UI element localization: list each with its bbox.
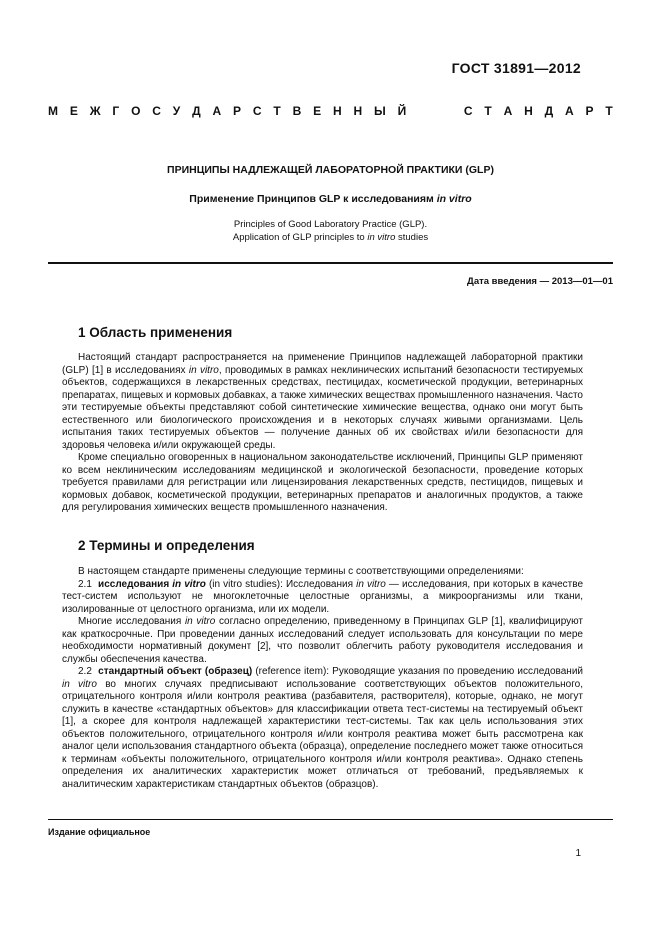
interstate-word-1-letter-16: Ы [373,104,386,118]
term-2-1-english: (in vitro studies): Исследования [208,578,354,590]
interstate-word-1-letter-11: Т [273,104,281,118]
interstate-standard-heading [48,104,613,118]
interstate-word-1-letter-7: Д [192,104,201,118]
section-1-heading: 1 Область применения [78,325,233,340]
interstate-word-1-letter-12: В [292,104,302,118]
term-2-2-italic: in vitro [62,678,97,690]
document-subtitle-ru [0,193,661,205]
s1p1-a: Настоящий стандарт распространяется на применение Принципов надлежащей лабораторной практики (GLP) [1] в исследованиях [62,352,583,376]
interstate-word-2-letter-0: С [463,104,473,118]
edition-note: Издание официальное [48,827,151,837]
subtitle-ru-italic: in vitro [436,193,472,205]
interstate-word-1-letter-17: Й [397,104,407,118]
interstate-word-1-letter-8: А [212,104,222,118]
interstate-word-2-letter-4: Д [544,104,554,118]
s2p3-b: согласно определению, приведенному в Принципах GLP [1], квалифицируют как краткосрочные. При проведении данных исследований следует использовать для консультации по мере необходимости нормативный документ [2], что позволит облегчить работу руководителя исследования и службы обеспечения качества. [62,616,584,665]
interstate-word-2-letter-5: А [565,104,574,118]
interstate-word-1-letter-2: Ж [89,104,101,118]
term-2-2-number: 2.2 [78,666,92,677]
section-2-paragraph-1: В настоящем стандарте применены следующие термины с соответствующими определениями: [78,566,524,577]
s2p3-a: Многие исследования [78,616,182,627]
s1p1-italic: in vitro [188,364,219,376]
subtitle-en-text: Application of GLP principles to [232,232,365,243]
term-2-1-term [98,579,206,590]
term-2-1-italic: in vitro [356,578,386,590]
document-title-en: Principles of Good Laboratory Practice (GLP). [233,219,428,230]
document-subtitle-en [0,232,661,243]
term-2-1-term-text: исследования [98,578,170,590]
interstate-word-1-letter-3: Г [112,104,120,118]
interstate-word-1-letter-15: Н [353,104,363,118]
interstate-word-2-letter-1: Т [484,104,492,118]
document-title-ru: ПРИНЦИПЫ НАДЛЕЖАЩЕЙ ЛАБОРАТОРНОЙ ПРАКТИКИ (GLP) [167,164,494,176]
interstate-word-1-letter-0: М [48,104,58,118]
subtitle-en-italic: in vitro [367,232,396,243]
term-2-2-a: (reference item): Руководящие указания по проведению исследований [255,666,583,677]
subtitle-ru-text: Применение Принципов GLP к исследованиям [189,193,434,205]
section-1-paragraph-1 [62,352,583,452]
interstate-word-1-letter-1: Е [69,104,78,118]
page-number: 1 [575,848,581,859]
term-2-1-number: 2.1 [78,578,92,590]
interstate-word-1-letter-14: Н [332,104,342,118]
section-2-paragraph-3 [62,616,583,666]
interstate-word-1-letter-10: С [252,104,262,118]
interstate-word-1-letter-5: С [152,104,161,118]
term-2-2 [62,666,583,791]
interstate-word-2-letter-7: Т [605,104,613,118]
term-2-2-definition: во многих случаях предписывают использование соответствующих объектов положительного, отрицательного контроля и/или контроля реактива (разбавителя, растворителя), которые, однако, не могут служить в качестве «стандартных объектов» для классификации ответа тест-системы на тестируемый объект [1], а скорее для контроля надлежащей характеристики тест-системы. Так как цель использования этих объектов положительного, отрицательного контроля и/или контроля реактива может быть рассмотрена как аналог цели использования стандартного объекта (образца), определение последнего может также относиться к терминам «объекты положительного, отрицательного контроля и/или контроля реактива». Однако степень определения их аналитических характеристик может отличаться от требований, предъявляемых к аналитическим характеристикам стандартных объектов (образцов). [62,678,584,790]
s2p3-italic: in vitro [184,616,216,627]
term-2-2-term: стандартный объект (образец) [98,666,253,677]
section-2-body [62,566,583,791]
interstate-word-1-letter-6: У [172,104,181,118]
section-2-heading: 2 Термины и определения [78,538,255,553]
footer-divider [48,819,613,820]
interstate-word-gap [418,104,452,118]
section-1-body [62,352,583,515]
interstate-word-2-letter-3: Н [524,104,533,118]
header-divider [48,262,613,264]
interstate-word-1-letter-9: Р [233,104,242,118]
s1p1-b: , проводимых в рамках неклинических испытаний безопасности тестируемых объектов, содержащихся в лекарственных средствах, пестицидах, косметической продукции, ветеринарных препаратах, пищевых и кормовых добавках, а также химических веществах промышленного назначения. Часто эти тестируемые объекты представляют собой синтетические химические вещества, однако они могут быть естественного или биологического происхождения и в некоторых случаях живыми организмами. Цель испытания таких тестируемых объектов — получение данных об их свойствах и/или безопасности для здоровья человека и/или окружающей среды. [62,364,584,451]
section-1-paragraph-2: Кроме специально оговоренных в национальном законодательстве исключений, Принципы GLP применяют ко всем неклиническим исследованиям медицинской и экологической безопасности, проведение которых требуется правилами для регистрации или лицензирования лекарственных средств, пестицидов, пищевых и кормовых добавок, косметической продукции, ветеринарных препаратов и аналогичных продуктов, а также для регулирования химических веществ промышленного назначения. [62,452,583,513]
interstate-word-2-letter-6: Р [585,104,594,118]
term-2-1-definition: — исследования, при которых в качестве тест-систем используют не многоклеточные целостные организмы, а микроорганизмы или ткани, изолированные от целостного организма, или их модели. [62,578,584,615]
interstate-word-1-letter-13: Е [313,104,322,118]
interstate-word-2-letter-2: А [503,104,513,118]
term-2-1-term-italic: in vitro [172,578,206,590]
subtitle-en-end: studies [398,232,429,243]
interstate-word-1-letter-4: О [131,104,141,118]
term-2-1 [62,579,583,617]
standard-number: ГОСТ 31891—2012 [451,60,581,76]
intro-date: Дата введения — 2013—01—01 [467,276,613,287]
